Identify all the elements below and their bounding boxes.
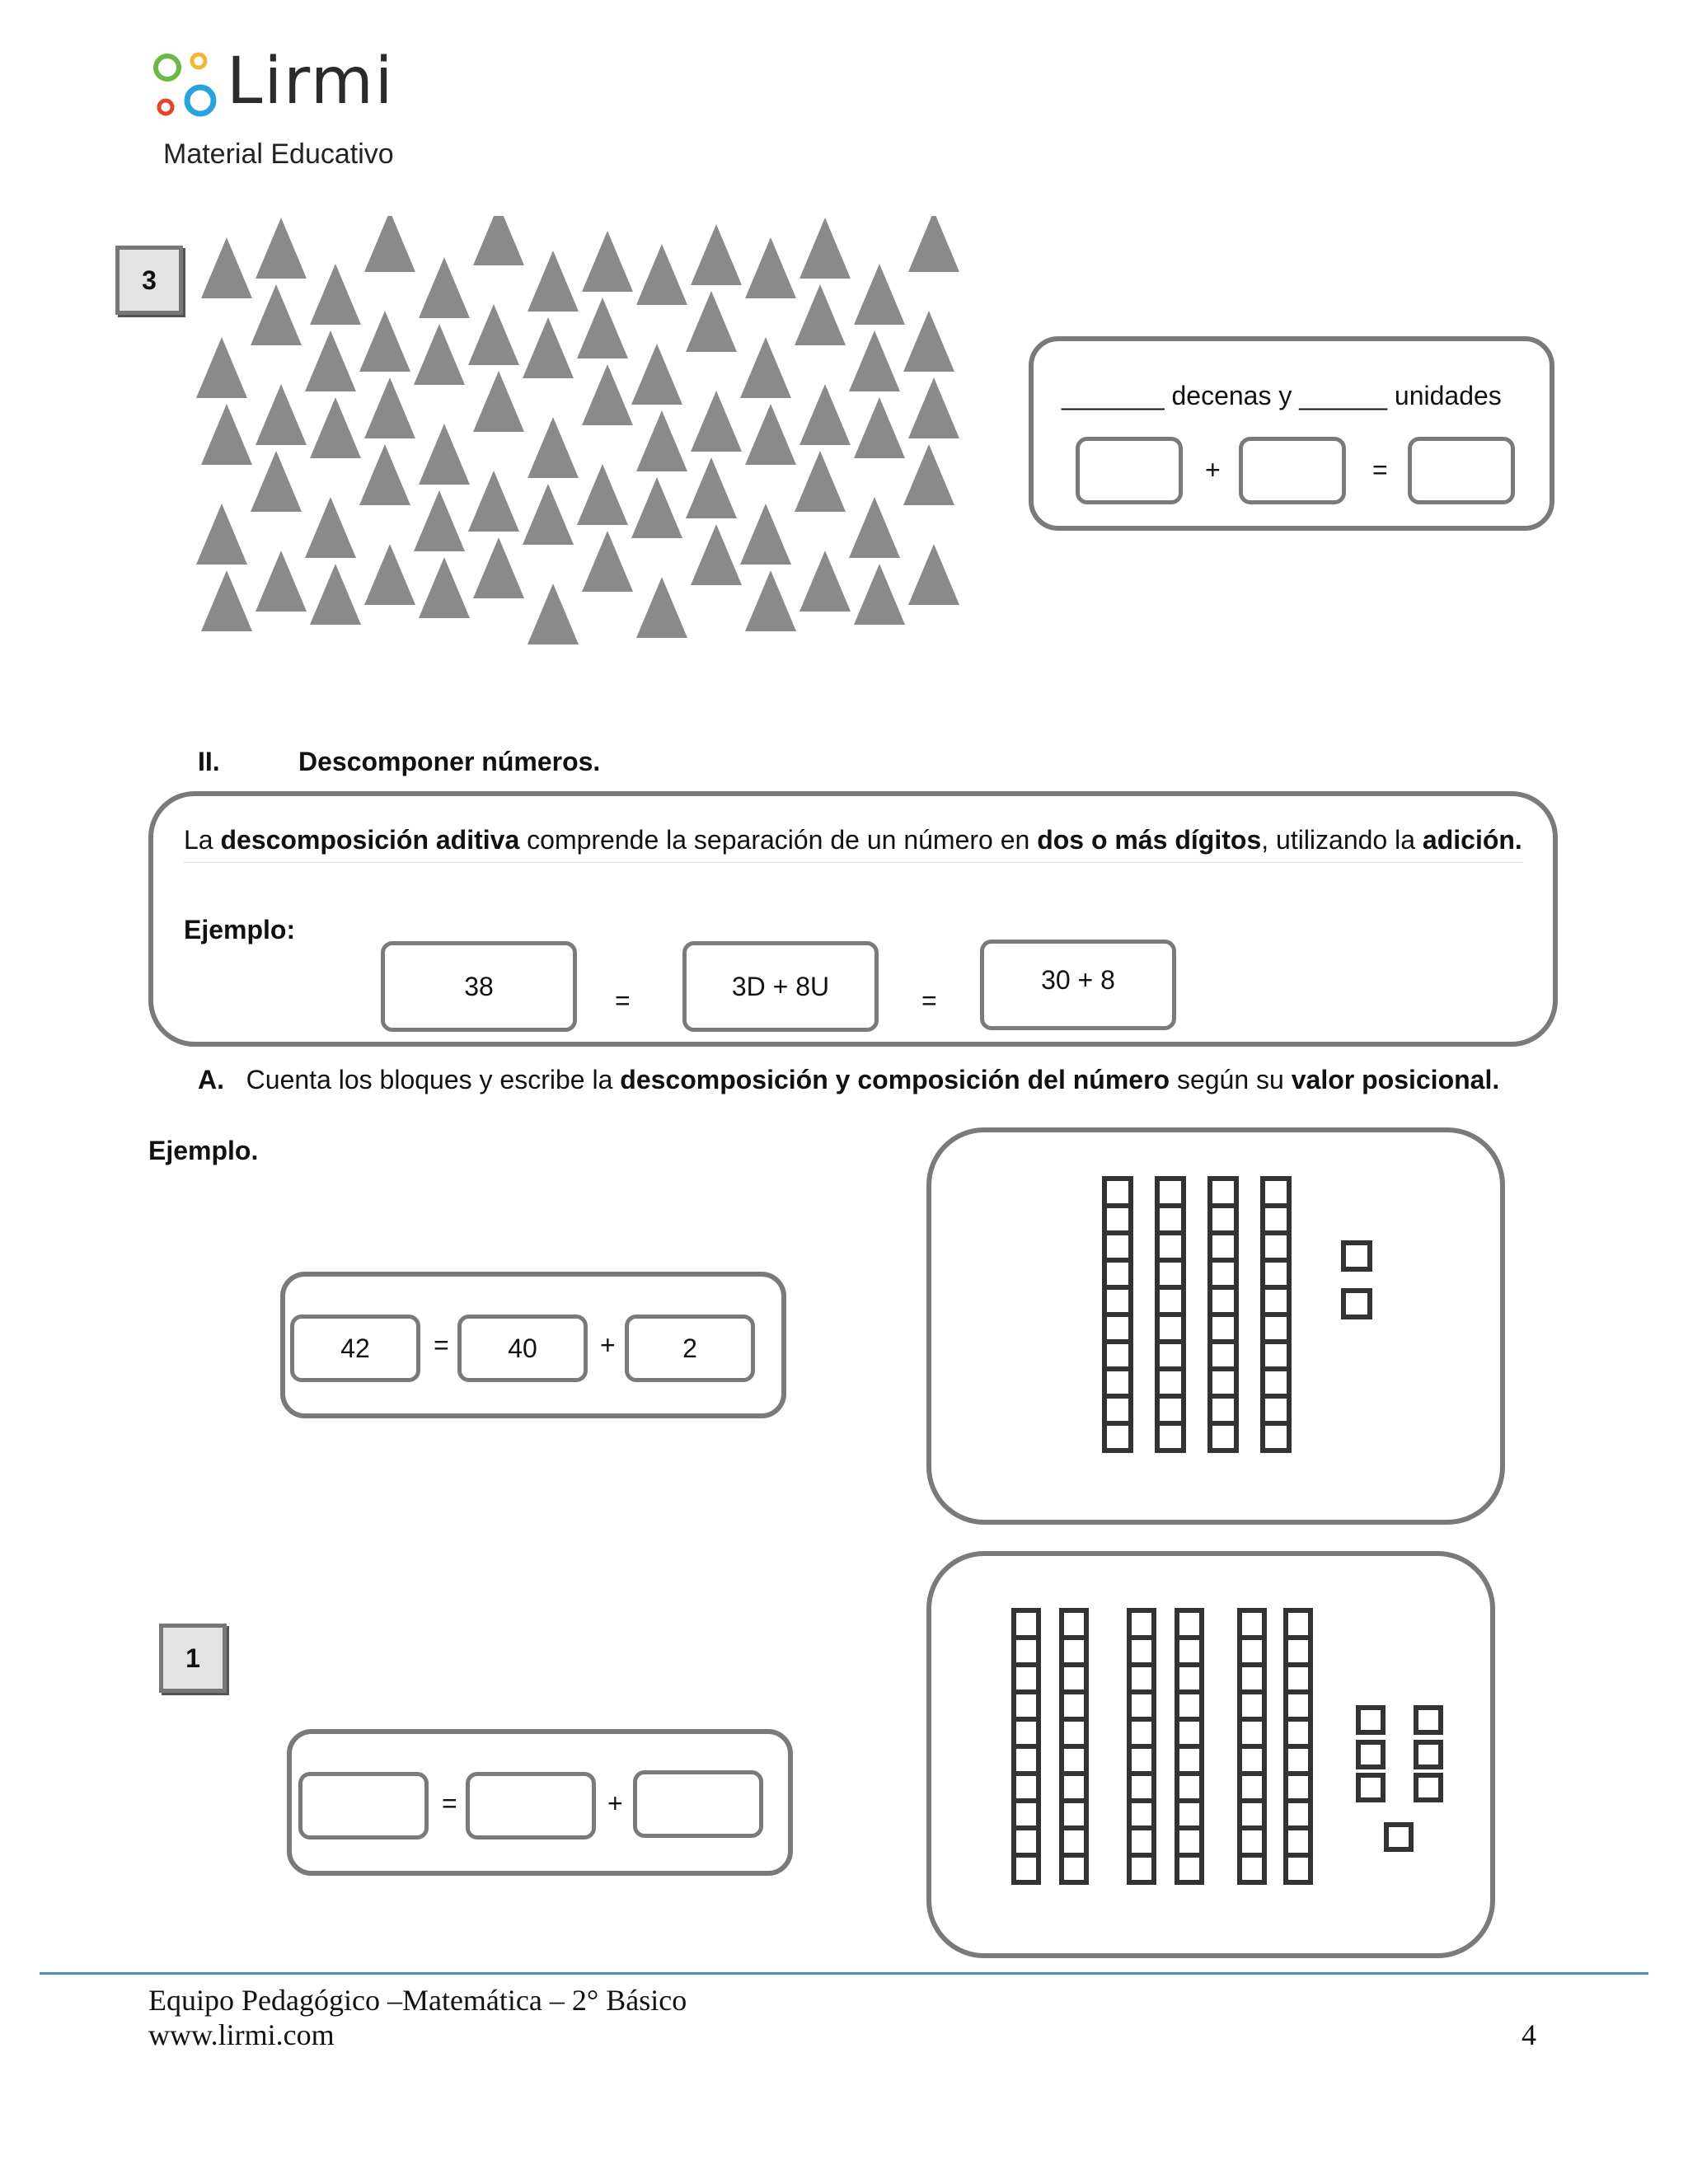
triangle-shape [419,257,470,318]
triangle-shape [523,317,574,378]
rod-cell [1177,1774,1202,1801]
triangle-shape [201,404,252,465]
rod-cell [1240,1746,1264,1774]
triangle-shape [473,216,524,265]
rod-cell [1240,1828,1264,1855]
triangle-shape [310,397,361,458]
triangle-shape [468,471,519,532]
rod-cell [1210,1233,1236,1260]
rod-cell [1104,1179,1131,1206]
triangle-shape [582,364,633,425]
triangle-shape [582,231,633,292]
rod-cell [1177,1610,1202,1638]
rod-cell [1263,1342,1289,1369]
rod-cell [1104,1342,1131,1369]
example2-total-box: 42 [290,1315,420,1382]
rod-cell [1157,1287,1184,1315]
triangle-shape [251,451,302,512]
triangle-shape [256,384,307,445]
triangle-shape [201,237,252,298]
example2-equals: = [434,1330,449,1360]
rod-cell [1157,1179,1184,1206]
rod-cell [1177,1746,1202,1774]
triangle-shape [577,298,628,359]
triangle-shape [473,371,524,432]
triangle-shape [903,311,954,372]
triangle-shape [691,224,742,285]
rod-cell [1263,1369,1289,1396]
triangle-shape [631,477,682,538]
rod-cell [1062,1855,1086,1882]
triangle-shape [419,557,470,618]
triangle-shape [636,410,687,471]
triangle-shape [795,284,846,345]
rod-cell [1286,1638,1311,1665]
rod-cell [1014,1774,1039,1801]
triangle-shape [528,251,579,312]
triangle-shape [903,444,954,505]
example-number-box: 38 [381,941,577,1032]
rod-cell [1263,1179,1289,1206]
rod-cell [1286,1692,1311,1719]
rod-cell [1286,1665,1311,1692]
rod-cell [1286,1855,1311,1882]
rod-cell [1177,1801,1202,1828]
rod-cell [1263,1233,1289,1260]
triangles-figure [190,216,985,653]
rod-cell [1210,1396,1236,1423]
decenas-unidades-line: _______ decenas y ______ unidades [1062,381,1502,410]
triangle-shape [854,564,905,625]
rod-cell [1062,1746,1086,1774]
triangle-shape [799,218,851,279]
rod-cell [1014,1610,1039,1638]
triangle-shape [251,284,302,345]
rod-cell [1210,1179,1236,1206]
rod-cell [1286,1610,1311,1638]
rod-cell [1104,1396,1131,1423]
triangle-shape [795,451,846,512]
triangle-shape [577,464,628,525]
rod-cell [1210,1260,1236,1287]
rod-cell [1129,1774,1154,1801]
rod-cell [1210,1342,1236,1369]
triangle-shape [799,384,851,445]
triangle-shape [691,391,742,452]
rod-cell [1157,1206,1184,1233]
rod-cell [1157,1315,1184,1342]
footer-website[interactable]: www.lirmi.com [148,2018,335,2051]
triangle-shape [359,311,410,372]
rod-cell [1129,1855,1154,1882]
example-equals-2: = [921,986,937,1015]
rod-cell [1129,1719,1154,1746]
triangle-shape [854,264,905,325]
rod-cell [1210,1423,1236,1451]
rod-cell [1157,1369,1184,1396]
rod-cell [1062,1665,1086,1692]
rod-cell [1104,1315,1131,1342]
triangle-shape [523,484,574,545]
rod-cell [1263,1423,1289,1451]
unit-cube [1386,1825,1411,1849]
triangle-shape [364,216,415,272]
rod-cell [1104,1206,1131,1233]
triangle-shape [364,377,415,438]
triangle-shape [414,490,465,551]
rod-cell [1210,1287,1236,1315]
rod-cell [1240,1801,1264,1828]
example-equals-1: = [615,986,631,1015]
example2-units-box: 2 [625,1315,755,1382]
rod-cell [1157,1342,1184,1369]
triangle-shape [854,397,905,458]
rod-cell [1014,1638,1039,1665]
triangle-shape [359,444,410,505]
logo-wordmark: Lirmi [227,45,395,119]
rod-cell [1129,1692,1154,1719]
rod-cell [1177,1719,1202,1746]
exercise1-plus: + [607,1788,623,1818]
example-decomposition-box: 3D + 8U [682,941,879,1032]
rod-cell [1286,1828,1311,1855]
rod-cell [1129,1801,1154,1828]
rod-cell [1104,1260,1131,1287]
triangle-shape [799,551,851,612]
triangle-shape [310,264,361,325]
triangle-shape [849,330,900,391]
rod-cell [1014,1801,1039,1828]
triangle-shape [310,564,361,625]
triangle-shape [740,504,791,565]
brand-subtitle: Material Educativo [163,138,394,170]
footer-rule [40,1972,1648,1975]
unit-cube [1343,1291,1370,1317]
rod-cell [1129,1665,1154,1692]
rod-cell [1263,1315,1289,1342]
tens-answer-box[interactable] [1076,437,1183,504]
rod-cell [1157,1423,1184,1451]
rod-cell [1286,1719,1311,1746]
triangle-shape [908,544,959,605]
rod-cell [1263,1287,1289,1315]
rod-cell [1240,1638,1264,1665]
rod-cell [1240,1610,1264,1638]
triangle-shape [364,544,415,605]
exercise1-base-ten-blocks [926,1551,1495,1958]
triangle-shape [908,377,959,438]
unit-cube [1358,1775,1383,1800]
triangle-shape [468,304,519,365]
exercise1-equals: = [442,1788,457,1818]
plus-sign: + [1205,455,1221,485]
triangle-shape [686,291,737,352]
rod-cell [1062,1638,1086,1665]
rod-cell [1014,1719,1039,1746]
logo-circles-icon [151,49,233,124]
exercise1-units-box[interactable] [633,1770,763,1838]
exercise1-tens-box[interactable] [466,1772,596,1840]
example-sum-box: 30 + 8 [980,940,1176,1030]
total-answer-box[interactable] [1408,437,1515,504]
rod-cell [1240,1665,1264,1692]
triangle-shape [305,497,356,558]
rod-cell [1062,1719,1086,1746]
section-title: Descomponer números. [298,747,601,776]
rod-cell [1263,1396,1289,1423]
rod-cell [1104,1287,1131,1315]
rod-cell [1177,1665,1202,1692]
exercise-number-3: 3 [115,246,183,315]
rod-cell [1014,1746,1039,1774]
unit-cube [1416,1775,1441,1800]
exercise1-total-box[interactable] [298,1772,429,1840]
triangle-shape [745,237,796,298]
rod-cell [1177,1828,1202,1855]
triangle-shape [473,537,524,598]
example2-tens-box: 40 [457,1315,588,1382]
rod-cell [1157,1396,1184,1423]
triangle-shape [631,344,682,405]
triangle-shape [686,457,737,518]
section-numeral: II. [198,747,220,776]
lirmi-logo [151,45,398,124]
example-label: Ejemplo: [184,915,296,944]
rod-cell [1240,1774,1264,1801]
triangle-shape [740,337,791,398]
rod-cell [1014,1828,1039,1855]
rod-cell [1062,1774,1086,1801]
rod-cell [1062,1610,1086,1638]
unit-cube [1343,1243,1370,1269]
unit-cube [1416,1708,1441,1732]
triangle-shape [528,417,579,478]
rod-cell [1177,1638,1202,1665]
rod-cell [1240,1855,1264,1882]
rod-cell [1210,1315,1236,1342]
units-answer-box[interactable] [1239,437,1346,504]
rod-cell [1286,1746,1311,1774]
example2-label: Ejemplo. [148,1136,259,1165]
unit-cube [1358,1742,1383,1767]
rod-cell [1286,1801,1311,1828]
unit-cube [1416,1742,1441,1767]
triangle-shape [908,216,959,272]
rod-cell [1014,1855,1039,1882]
triangle-shape [196,337,247,398]
rod-cell [1104,1423,1131,1451]
triangle-shape [849,497,900,558]
definition-text: La descomposición aditiva comprende la separación de un número en dos o más dígitos, utilizando la adición. [184,819,1523,863]
rod-cell [1286,1774,1311,1801]
rod-cell [1240,1692,1264,1719]
rod-cell [1240,1719,1264,1746]
rod-cell [1014,1692,1039,1719]
triangle-shape [414,324,465,385]
rod-cell [1157,1233,1184,1260]
triangle-shape [256,551,307,612]
rod-cell [1210,1369,1236,1396]
triangle-shape [528,583,579,644]
rod-cell [1104,1369,1131,1396]
triangle-shape [196,504,247,565]
rod-cell [1177,1855,1202,1882]
unit-cube [1358,1708,1383,1732]
footer-page-number: 4 [1522,2018,1536,2051]
triangle-shape [636,244,687,305]
triangle-shape [201,570,252,631]
rod-cell [1129,1746,1154,1774]
example2-plus: + [600,1330,616,1360]
triangle-shape [745,404,796,465]
footer-team: Equipo Pedagógico –Matemática – 2° Básico [148,1984,687,2017]
exercise-number-1: 1 [159,1624,227,1693]
rod-cell [1129,1828,1154,1855]
triangle-shape [305,330,356,391]
triangle-shape [256,218,307,279]
triangle-shape [582,531,633,592]
example2-base-ten-blocks [926,1127,1505,1525]
rod-cell [1210,1206,1236,1233]
rod-cell [1104,1233,1131,1260]
rod-cell [1129,1610,1154,1638]
rod-cell [1157,1260,1184,1287]
rod-cell [1129,1638,1154,1665]
instruction-a: A. Cuenta los bloques y escribe la descomposición y composición del número según su valor posicional. [198,1065,1500,1094]
triangle-shape [636,577,687,638]
rod-cell [1014,1665,1039,1692]
equals-sign: = [1372,455,1388,485]
rod-cell [1263,1260,1289,1287]
rod-cell [1062,1828,1086,1855]
rod-cell [1062,1692,1086,1719]
triangle-shape [745,570,796,631]
triangle-shape [691,524,742,585]
rod-cell [1062,1801,1086,1828]
triangle-shape [419,424,470,485]
rod-cell [1263,1206,1289,1233]
rod-cell [1177,1692,1202,1719]
